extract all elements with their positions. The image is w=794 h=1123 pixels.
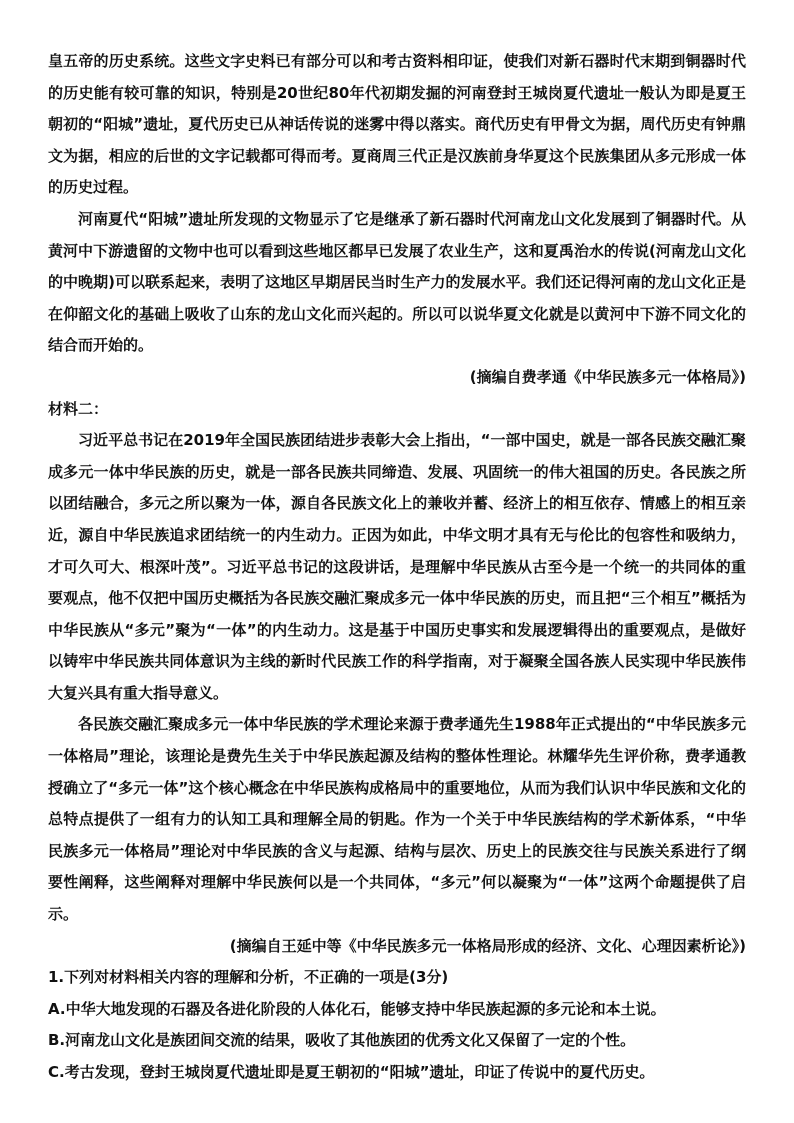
material2-label: 材料二： [48,399,109,418]
material2-paragraph-1: 习近平总书记在2019年全国民族团结进步表彰大会上指出，“一部中国史，就是一部各民族交融汇聚成多元一体中华民族的历史，就是一部各民族共同缔造、发展、巩固统一的伟大祖国的历史。各民族之所以团结融合，多元之所以聚为一体，源自各民族文化上的兼收并蓄、经济上的相互依存、情感上的相互亲近，源自中华民族追求团结统一的内生动力。正因为如此，中华文明才具有无与伦比的包容性和吸纳力，才可久可大、根深叶茂”。习近平总书记的这段讲话，是理解中华民族从古至今是一个统一的共同体的重要观点，他不仅把中国历史概括为各民族交融汇聚成多元一体中华民族的历史，而且把“三个相互”概括为中华民族从“多元”聚为“一体”的内生动力。这是基于中国历史事实和发展逻辑得出的重要观点，是做好以铸牢中华民族共同体意识为主线的新时代民族工作的科学指南，对于凝聚全国各族人民实现中华民族伟大复兴具有重大指导意义。 [48,431,746,702]
question-stem: 1.下列对材料相关内容的理解和分析，不正确的一项是(3分) [48,968,449,987]
material1-paragraph-1: 皇五帝的历史系统。这些文字史料已有部分可以和考古资料相印证，使我们对新石器时代末期到铜器时代的历史能有较可靠的知识，特别是20世纪80年代初期发掘的河南登封王城岗夏代遗址一般认为即是夏王朝初的“阳城”遗址，夏代历史已从神话传说的迷雾中得以落实。商代历史有甲骨文为据，周代历史有钟鼎文为据，相应的后世的文字记载都可得而考。夏商周三代正是汉族前身华夏这个民族集团从多元形成一体的历史过程。 [48,52,746,197]
material2-source: (摘编自王延中等《中华民族多元一体格局形成的经济、文化、心理因素析论》) [229,936,746,955]
question-option-c: C.考古发现，登封王城岗夏代遗址即是夏王朝初的“阳城”遗址，印证了传说中的夏代历史。 [48,1063,655,1081]
material2-paragraph-2: 各民族交融汇聚成多元一体中华民族的学术理论来源于费孝通先生1988年正式提出的“中华民族多元一体格局”理论，该理论是费先生关于中华民族起源及结构的整体性理论。林耀华先生评价称，费孝通教授确立了“多元一体”这个核心概念在中华民族构成格局中的重要地位，从而为我们认识中华民族和文化的总特点提供了一组有力的认知工具和理解全局的钥匙。作为一个关于中华民族结构的学术新体系，“中华民族多元一体格局”理论对中华民族的含义与起源、结构与层次、历史上的民族交往与民族关系进行了纲要性阐释，这些阐释对理解中华民族何以是一个共同体，“多元”何以凝聚为“一体”这两个命题提供了启示。 [48,715,746,924]
material1-paragraph-2: 河南夏代“阳城”遗址所发现的文物显示了它是继承了新石器时代河南龙山文化发展到了铜器时代。从黄河中下游遗留的文物中也可以看到这些地区都早已发展了农业生产，这和夏禹治水的传说(河南龙山文化的中晚期)可以联系起来，表明了这地区早期居民当时生产力的发展水平。我们还记得河南的龙山文化正是在仰韶文化的基础上吸收了山东的龙山文化而兴起的。所以可以说华夏文化就是以黄河中下游不同文化的结合而开始的。 [48,209,746,355]
question-option-b: B.河南龙山文化是族团间交流的结果，吸收了其他族团的优秀文化又保留了一定的个性。 [48,1031,636,1050]
question-option-a: A.中华大地发现的石器及各进化阶段的人体化石，能够支持中华民族起源的多元论和本土说。 [48,999,666,1018]
material1-source: (摘编自费孝通《中华民族多元一体格局》) [469,367,746,386]
